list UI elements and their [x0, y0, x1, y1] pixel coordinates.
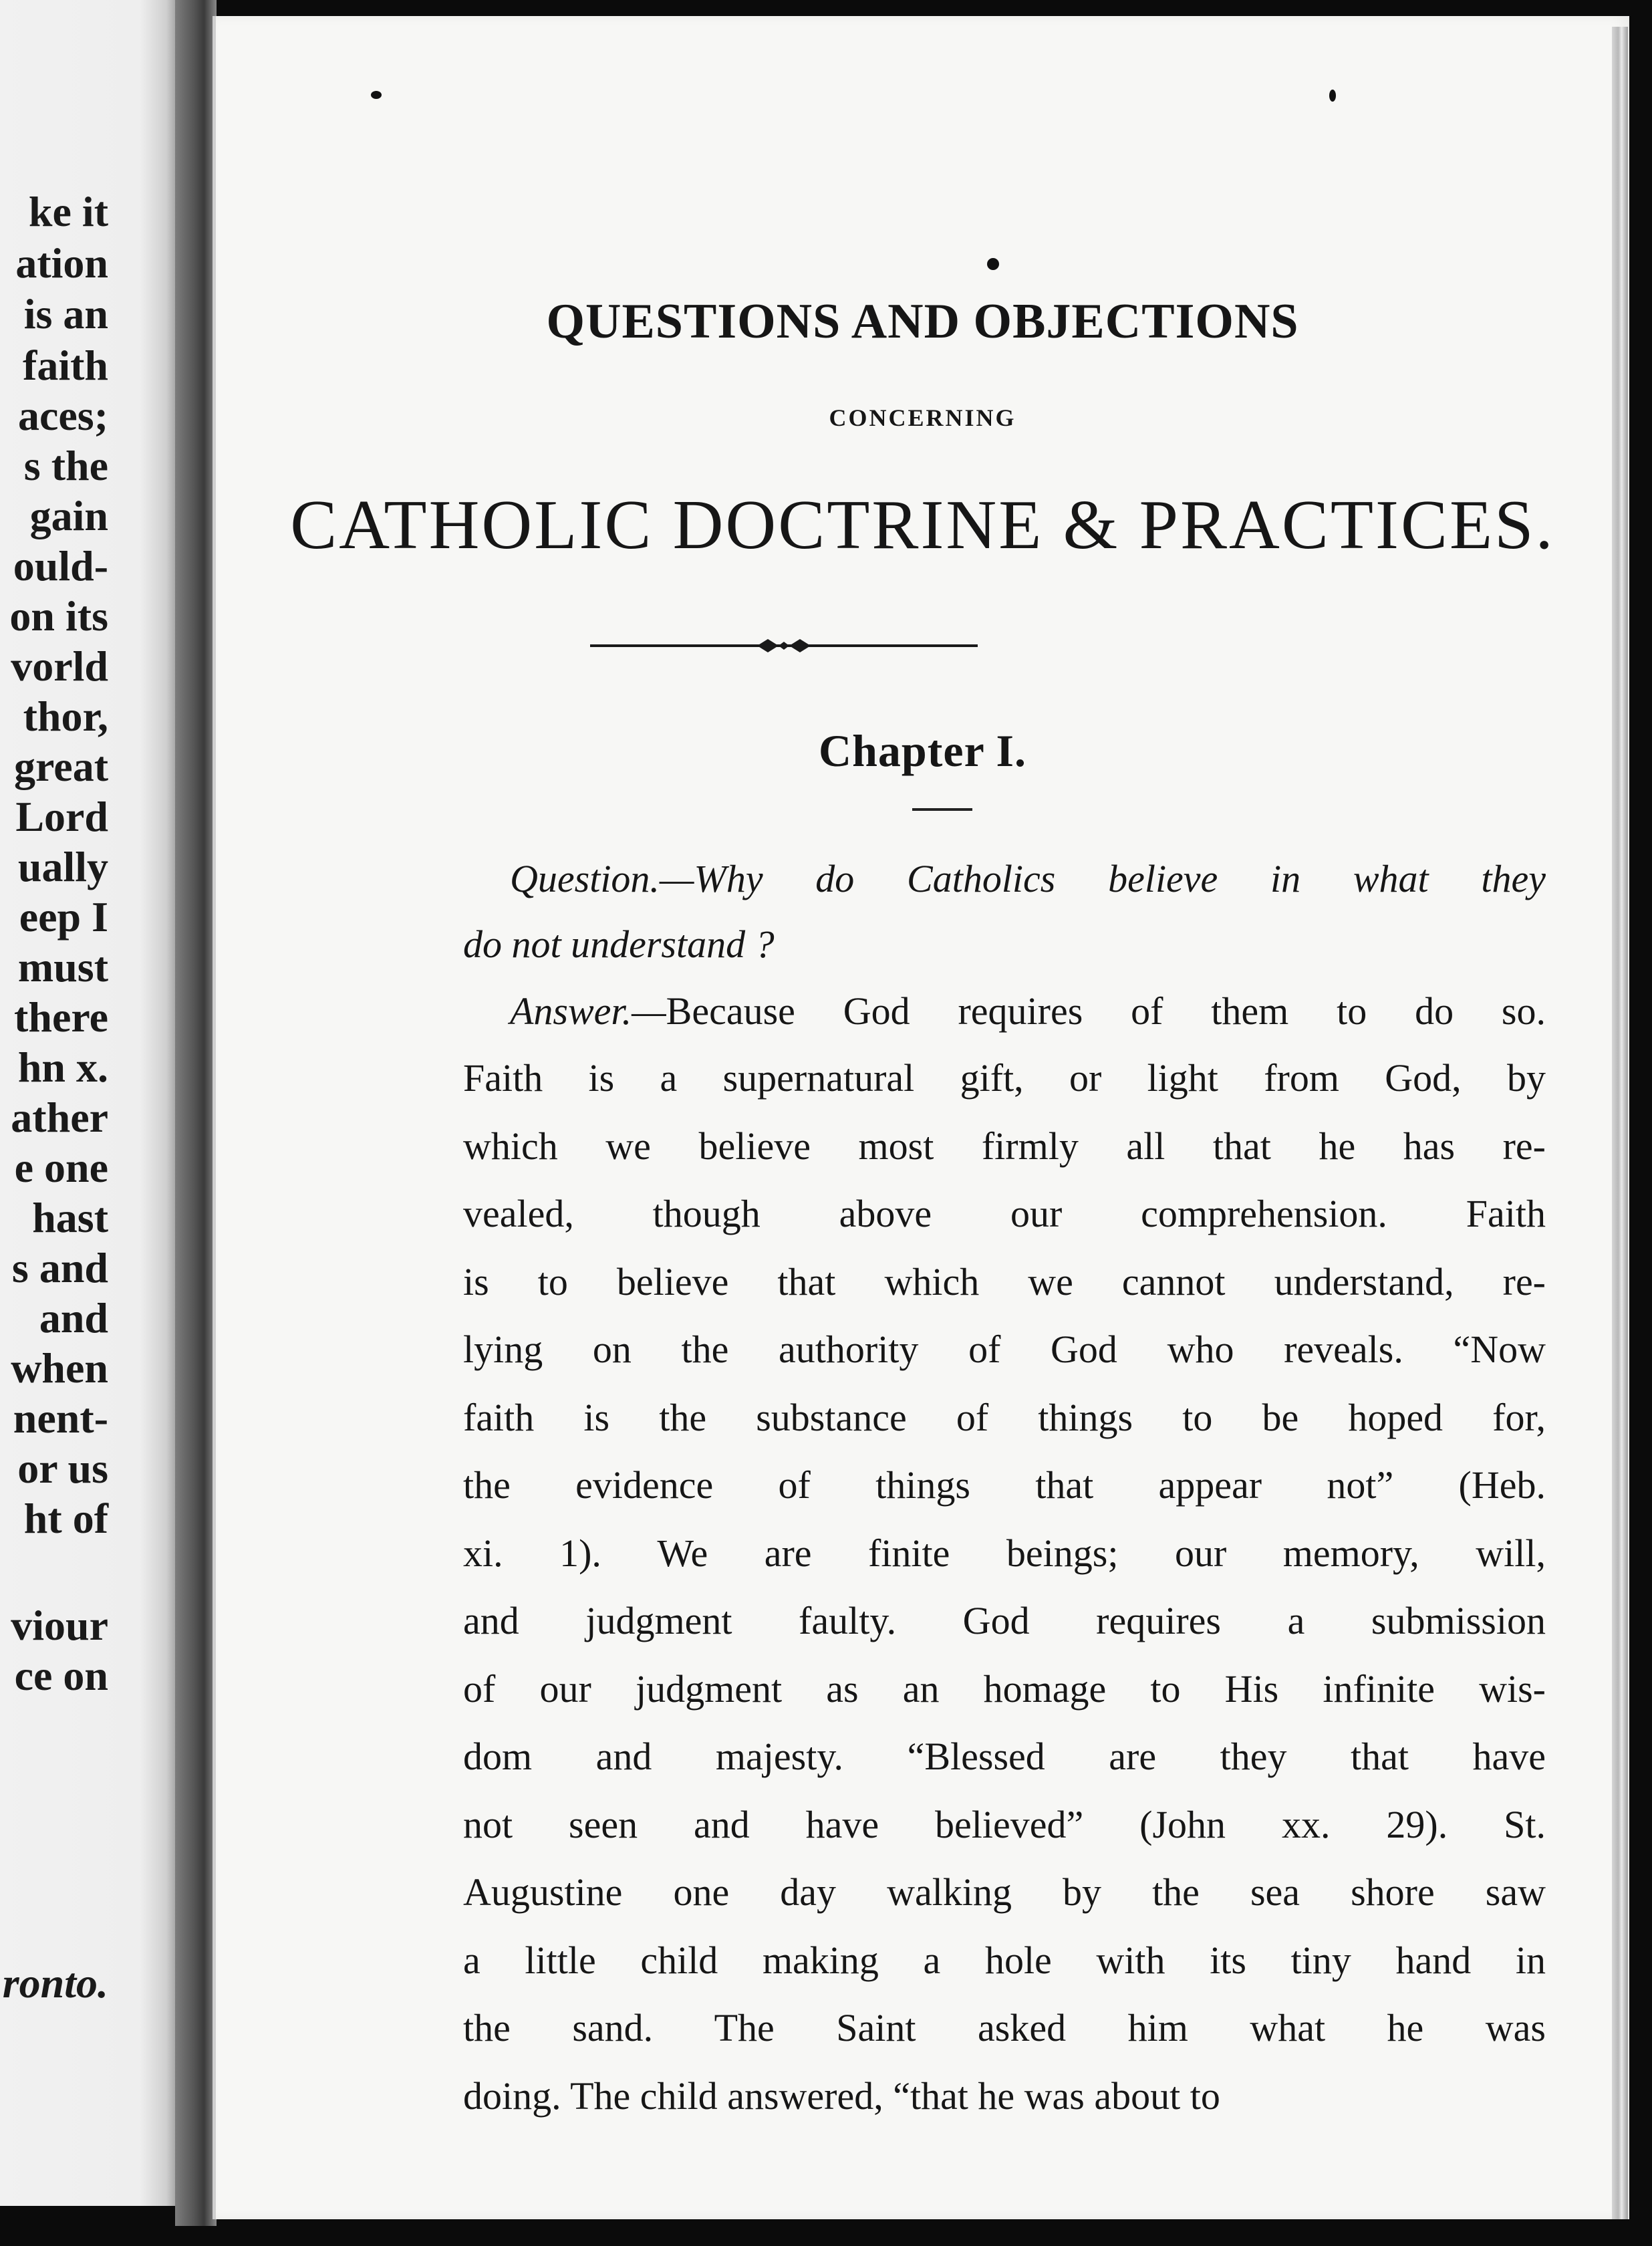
left-page-fragment: and [39, 1294, 108, 1342]
book-gutter [175, 0, 217, 2226]
left-page-fragment: eep I [19, 893, 108, 941]
left-page-fragment: gain [29, 492, 108, 539]
answer-line: which we believe most firmly all that he has re- [463, 1124, 1546, 1168]
chapter-rule [912, 808, 972, 811]
left-page-fragment: faith [23, 342, 108, 389]
left-page-fragment: ce on [14, 1652, 108, 1699]
answer-line: the evidence of things that appear not” (Heb. [463, 1463, 1546, 1507]
left-page-fragment: hast [32, 1194, 108, 1241]
left-page-fragment: when [11, 1344, 108, 1392]
answer-line: vealed, though above our comprehension. Faith [463, 1192, 1546, 1235]
answer-line: doing. The child answered, “that he was about to [463, 2074, 1220, 2118]
previous-page-fragment [0, 0, 175, 2206]
left-page-fragment: ould- [13, 542, 108, 590]
left-page-fragment: ation [15, 239, 108, 287]
left-page-fragment: ually [17, 843, 108, 890]
ink-speck [987, 258, 999, 270]
left-page-fragment: nent- [13, 1394, 108, 1442]
answer-line: a little child making a hole with its tiny hand in [463, 1938, 1546, 1982]
answer-line: and judgment faulty. God requires a submission [463, 1599, 1546, 1642]
question-text-start: Why do Catholics believe in what they [694, 857, 1546, 900]
page-edge [1612, 27, 1628, 2219]
question-text-end: do not understand ? [463, 922, 775, 966]
answer-line-1 [510, 989, 1546, 1033]
question-line-2 [463, 922, 1546, 966]
left-page-fragment: on its [9, 592, 108, 640]
left-page-fragment: ht of [23, 1495, 108, 1542]
left-page-fragment: ke it [28, 188, 108, 235]
left-page-fragment: ather [11, 1094, 108, 1141]
question-line-1 [510, 857, 1546, 900]
left-page-fragment: is an [23, 290, 108, 338]
answer-line: faith is the substance of things to be hoped for, [463, 1395, 1546, 1439]
left-page-fragment: hn x. [17, 1043, 108, 1091]
left-page-fragment: must [17, 943, 108, 991]
left-page-fragment: ronto. [2, 1959, 108, 2007]
left-page-fragment: thor, [23, 693, 108, 740]
answer-first-line: Because God requires of them to do so. [666, 989, 1546, 1033]
left-page-fragment: e one [14, 1144, 108, 1191]
answer-line: of our judgment as an homage to His infinite wis- [463, 1666, 1546, 1711]
left-page-fragment: aces; [17, 392, 108, 439]
left-page-fragment: viour [11, 1602, 108, 1649]
answer-line: is to believe that which we cannot understand, re- [463, 1259, 1546, 1303]
answer-label: Answer.— [510, 989, 666, 1033]
left-page-fragment: vorld [11, 642, 108, 690]
answer-line: the sand. The Saint asked him what he was [463, 2006, 1546, 2049]
title-line-2: CONCERNING [829, 404, 1016, 431]
answer-line: lying on the authority of God who reveals. “Now [463, 1328, 1546, 1371]
left-page-fragment: or us [17, 1445, 108, 1492]
answer-line: not seen and have believed” (John xx. 29). St. [463, 1802, 1546, 1846]
left-page-fragment: Lord [15, 793, 108, 840]
answer-line: Augustine one day walking by the sea shore saw [463, 1870, 1546, 1914]
ink-speck [371, 91, 382, 99]
left-page-fragment: s and [11, 1244, 108, 1291]
title-line-3: CATHOLIC DOCTRINE & PRACTICES. [290, 485, 1555, 564]
left-page-fragment: s the [23, 442, 108, 489]
left-page-fragment: there [14, 993, 108, 1041]
ink-speck [1329, 90, 1336, 102]
chapter-heading: Chapter I. [819, 725, 1026, 776]
ornamental-divider [590, 631, 978, 658]
left-page-fragment: great [14, 743, 108, 790]
answer-line: dom and majesty. “Blessed are they that have [463, 1735, 1546, 1778]
answer-line: xi. 1). We are finite beings; our memory, will, [463, 1531, 1546, 1575]
question-label: Question.— [510, 857, 694, 900]
book-page [213, 16, 1629, 2219]
answer-line: Faith is a supernatural gift, or light from God, by [463, 1056, 1546, 1100]
title-line-1: QUESTIONS AND OBJECTIONS [546, 294, 1299, 349]
